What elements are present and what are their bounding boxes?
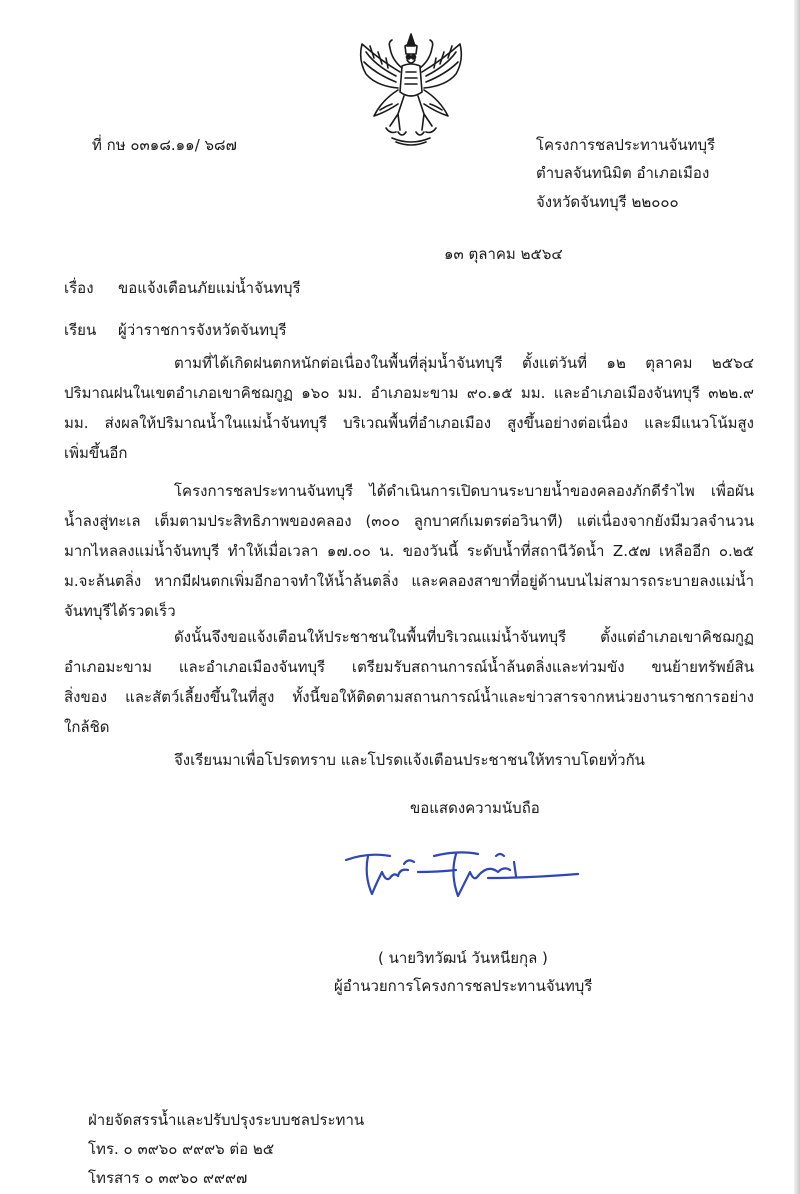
footer-department: ฝ่ายจัดสรรน้ำและปรับปรุงระบบชลประทาน <box>88 1111 365 1129</box>
subject-label: เรื่อง <box>64 279 94 297</box>
paragraph-line: โครงการชลประทานจันทบุรี ได้ดำเนินการเปิดบานระบายน้ำของคลองภักดีรำไพ เพื่อผัน <box>174 482 754 500</box>
paragraph-line: จันทบุรีได้รวดเร็ว <box>64 602 176 620</box>
paragraph-line: เพิ่มขึ้นอีก <box>64 444 128 462</box>
subject-text: ขอแจ้งเตือนภัยแม่น้ำจันทบุรี <box>118 279 301 297</box>
paragraph-line: สิ่งของ และสัตว์เลี้ยงขึ้นในที่สูง ทั้งนี้ขอให้ติดตามสถานการณ์น้ำและข่าวสารจากหน่วยงานราชการอย่าง <box>64 688 754 706</box>
footer-fax: โทรสาร ๐ ๓๙๖๐ ๙๙๙๗ <box>88 1169 248 1187</box>
body-paragraph-3 <box>64 622 754 742</box>
sender-address-line-1: โครงการชลประทานจันทบุรี <box>536 136 716 154</box>
reference-number: ที่ กษ ๐๓๑๘.๑๑/ ๖๘๗ <box>92 136 237 154</box>
sender-address-line-3: จังหวัดจันทบุรี ๒๒๐๐๐ <box>536 193 679 211</box>
signer-title: ผู้อำนวยการโครงการชลประทานจันทบุรี <box>334 977 593 995</box>
paragraph-line: ม.จะล้นตลิ่ง หากมีฝนตกเพิ่มอีกอาจทำให้น้ำล้นตลิ่ง และคลองสาขาที่อยู่ด้านบนไม่สามารถระบายลงแม่น้ำ <box>64 572 754 590</box>
signer-name: ( นายวิทวัฒน์ วันหนียกุล ) <box>378 949 548 967</box>
page-edge-shadow <box>794 0 800 1194</box>
paragraph-line: มม. ส่งผลให้ปริมาณน้ำในแม่น้ำจันทบุรี บริเวณพื้นที่อำเภอเมือง สูงขึ้นอย่างต่อเนื่อง และมีแนวโน้มสูง <box>64 414 754 432</box>
garuda-emblem-icon <box>352 30 470 150</box>
footer-telephone: โทร. ๐ ๓๙๖๐ ๙๙๙๖ ต่อ ๒๕ <box>88 1140 275 1158</box>
recipient-text: ผู้ว่าราชการจังหวัดจันทบุรี <box>118 321 287 339</box>
handwritten-signature <box>338 842 588 912</box>
paragraph-line: ใกล้ชิด <box>64 718 110 736</box>
sender-address-line-2: ตำบลจันทนิมิต อำเภอเมือง <box>536 164 710 182</box>
regards-text: ขอแสดงความนับถือ <box>410 799 540 817</box>
body-paragraph-1 <box>64 348 754 468</box>
recipient-label: เรียน <box>64 321 97 339</box>
paragraph-line: อำเภอมะขาม และอำเภอเมืองจันทบุรี เตรียมรับสถานการณ์น้ำล้นตลิ่งและท่วมขัง ขนย้ายทรัพย์สิน <box>64 658 754 676</box>
paragraph-line: ตามที่ได้เกิดฝนตกหนักต่อเนื่องในพื้นที่ลุ่มน้ำจันทบุรี ตั้งแต่วันที่ ๑๒ ตุลาคม ๒๕๖๔ <box>174 354 754 372</box>
body-paragraph-2 <box>64 476 754 626</box>
paragraph-line: มากไหลลงแม่น้ำจันทบุรี ทำให้เมื่อเวลา ๑๗.๐๐ น. ของวันนี้ ระดับน้ำที่สถานีวัดน้ำ Z.๕๗ เหลืออีก ๐.๒๕ <box>64 542 754 560</box>
letter-date: ๑๓ ตุลาคม ๒๕๖๔ <box>444 245 563 263</box>
paragraph-line: น้ำลงสู่ทะเล เต็มตามประสิทธิภาพของคลอง (๓๐๐ ลูกบาศก์เมตรต่อวินาที) แต่เนื่องจากยังมีมวลจำนวน <box>64 512 754 530</box>
paragraph-line: ปริมาณฝนในเขตอำเภอเขาคิชฌกูฏ ๑๖๐ มม. อำเภอมะขาม ๙๐.๑๕ มม. และอำเภอเมืองจันทบุรี ๓๒๒.๙ <box>64 384 754 402</box>
paragraph-line: ดังนั้นจึงขอแจ้งเตือนให้ประชาชนในพื้นที่บริเวณแม่น้ำจันทบุรี ตั้งแต่อำเภอเขาคิชฌกูฏ <box>174 628 754 646</box>
closing-line: จึงเรียนมาเพื่อโปรดทราบ และโปรดแจ้งเตือนประชาชนให้ทราบโดยทั่วกัน <box>174 751 645 769</box>
